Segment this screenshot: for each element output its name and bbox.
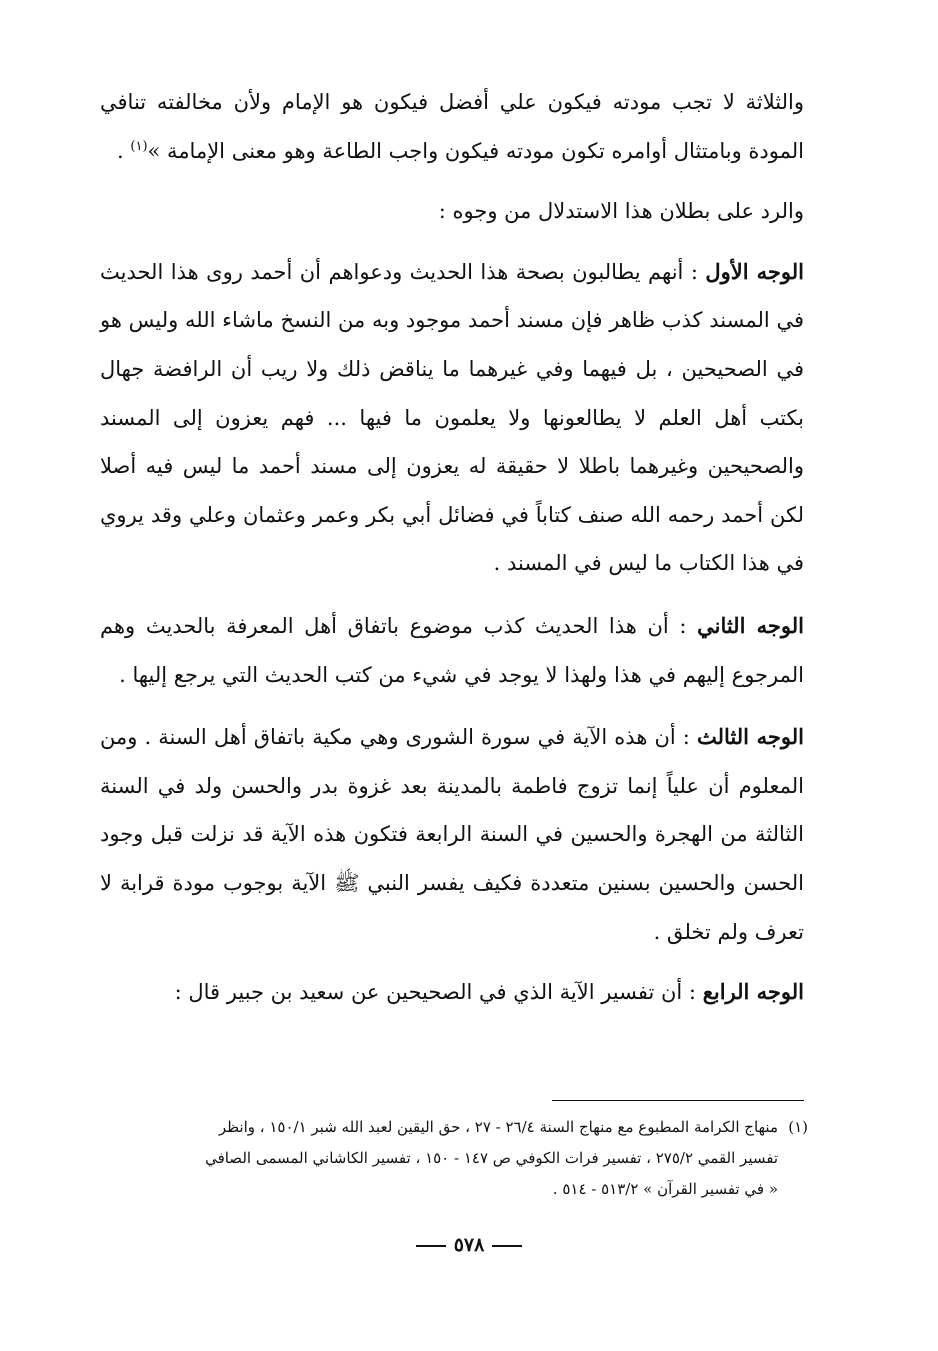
footnotes bbox=[100, 1112, 808, 1205]
footnote-text: « في تفسير القرآن » ٥١٣/٢ - ٥١٤ . bbox=[552, 1180, 778, 1198]
text-line: : أن هذا الحديث كذب موضوع باتفاق أهل المعرفة بالحديث bbox=[145, 613, 698, 638]
text-line: : أنهم يطالبون بصحة هذا الحديث ودعواهم أن أحمد روى bbox=[206, 259, 706, 284]
text-line: المودة وبامتثال أوامره تكون مودته فيكون واجب الطاعة وهو معنى bbox=[231, 138, 804, 163]
footnote-number: (١) bbox=[788, 1118, 808, 1136]
section-heading: الوجه الأول bbox=[705, 258, 804, 284]
text-line: قبل وجود الحسن والحسين بسنين متعددة فكيف يفسر النبي ﷺ الآية بوجوب bbox=[100, 822, 805, 895]
page-number-value: ٥٧٨ bbox=[453, 1234, 485, 1256]
paragraph-intro bbox=[100, 187, 804, 236]
text-line: في السنة الثالثة من الهجرة والحسين في السنة الرابعة فتكون هذه الآية قد نزلت bbox=[100, 773, 804, 847]
text-line: الإمامة » bbox=[147, 138, 226, 163]
text-line: هذا الحديث في المسند كذب ظاهر فإن مسند أحمد موجود وبه من النسخ bbox=[100, 259, 805, 333]
text-line: وعثمان وعلي وقد يروي في هذا الكتاب ما ليس في المسند . bbox=[100, 502, 804, 576]
footnote-line bbox=[100, 1174, 808, 1205]
section-heading: الوجه الرابع bbox=[702, 979, 804, 1005]
text-line: مودة قرابة لا تعرف ولم تخلق . bbox=[100, 870, 804, 944]
footnote-reference: (١) bbox=[130, 138, 148, 154]
dash-left bbox=[492, 1245, 522, 1247]
text-line: أحمد ما ليس فيه أصلا لكن أحمد رحمه الله صنف كتاباً في فضائل أبي بكر وعمر bbox=[100, 454, 804, 527]
section-heading: الوجه الثالث bbox=[696, 724, 804, 750]
text-line: إليها . bbox=[119, 662, 168, 687]
page-number bbox=[0, 1234, 938, 1256]
text-line: : أن تفسير الآية الذي في الصحيحين عن سعيد بن جبير قال : bbox=[174, 980, 703, 1005]
paragraph-fourth-aspect bbox=[100, 968, 804, 1017]
dash-right bbox=[416, 1245, 446, 1247]
footnote-line bbox=[100, 1112, 808, 1143]
text-line: : أن هذه الآية في سورة الشورى وهي مكية باتفاق أهل bbox=[213, 725, 697, 750]
text-line: فهم يعزون إلى المسند والصحيحين وغيرهما باطلا لا حقيقة له يعزون إلى مسند bbox=[100, 405, 804, 479]
paragraph-first-aspect bbox=[100, 248, 804, 588]
footnote-line bbox=[100, 1143, 808, 1174]
text-line: ماشاء الله وليس هو في الصحيحين ، بل فيهما وفي غيرهما ما يناقض ذلك bbox=[100, 308, 804, 381]
paragraph-second-aspect bbox=[100, 602, 804, 699]
footnote-separator bbox=[552, 1100, 804, 1101]
footnote-text: منهاج الكرامة المطبوع مع منهاج السنة ٢٦/٤ - ٢٧ ، حق اليقين لعبد الله شبر ١٥٠/١ ، وانظر bbox=[218, 1118, 778, 1136]
text-line: . bbox=[117, 138, 131, 163]
text-line: وهم المرجوع إليهم في هذا ولهذا لا يوجد في شيء من كتب الحديث التي يرجع bbox=[100, 613, 804, 687]
footnote-text: تفسير القمي ٢٧٥/٢ ، تفسير فرات الكوفي ص ١٤٧ - ١٥٠ ، تفسير الكاشاني المسمى الصافي bbox=[205, 1149, 778, 1167]
text-line: والرد على بطلان هذا الاستدلال من وجوه : bbox=[438, 199, 804, 224]
text-line: والثلاثة لا تجب مودته فيكون علي أفضل فيكون هو الإمام ولأن مخالفته تنافي bbox=[100, 90, 804, 114]
text-line: ولا ريب أن الرافضة جهال بكتب أهل العلم لا يطالعونها ولا يعلمون ما فيها ... bbox=[100, 356, 804, 430]
paragraph-third-aspect bbox=[100, 713, 804, 956]
section-heading: الوجه الثاني bbox=[697, 612, 804, 638]
main-text bbox=[100, 78, 804, 1017]
text-line: السنة . ومن المعلوم أن علياً إنما تزوج فاطمة بالمدينة بعد غزوة بدر والحسن ولد bbox=[100, 725, 804, 798]
paragraph-quote-end bbox=[100, 78, 804, 175]
